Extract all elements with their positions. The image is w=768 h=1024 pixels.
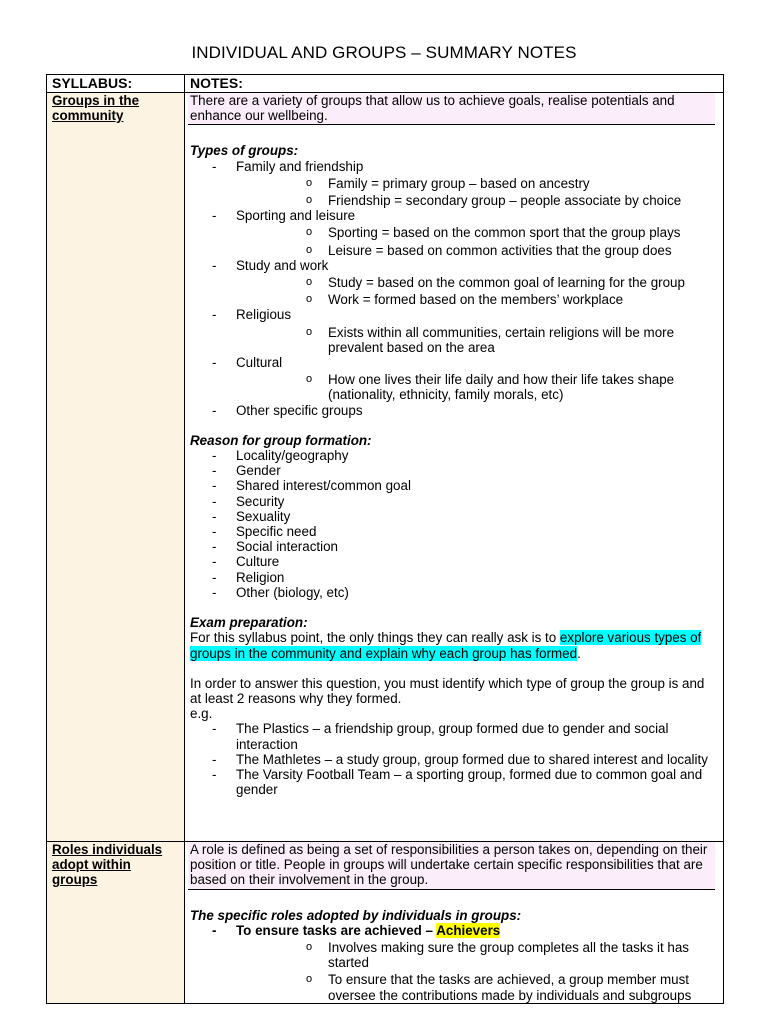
reasons-list [190,448,718,600]
sub-list-item [236,972,718,1002]
list-item-text: Religion [236,569,285,585]
answer-paragraph: In order to answer this question, you must identify which type of group the group is and at least 2 reasons why they formed. [190,675,705,706]
dash-bullet: - [212,751,217,767]
intro-paragraph: A role is defined as being a set of responsibilities a person takes on, depending on their position or title. People in groups will undertake certain specific responsibilities that are based on their involvement in the group. [188,842,715,890]
dash-bullet: - [212,508,217,524]
list-item [190,448,718,463]
list-item-text: The Varsity Football Team – a sporting group, formed due to common goal and gender [236,766,703,798]
dash-bullet: - [212,463,217,479]
sub-item-text: Involves making sure the group completes all the tasks it has started [328,940,689,971]
list-item [190,258,718,308]
dash-bullet: - [212,584,217,600]
syllabus-cell: Groups in the community [47,93,185,842]
circle-bullet: o [306,293,313,306]
list-item [190,923,718,1003]
list-item-text: Cultural [236,355,283,371]
sub-item-text: Study = based on the common goal of learning for the group [328,275,685,291]
list-item-text: Other specific groups [236,402,363,418]
list-item-text: Sexuality [236,508,291,524]
list-item [190,554,718,569]
dash-bullet: - [212,493,217,509]
list-item [190,355,718,403]
intro-paragraph: There are a variety of groups that allow us to achieve goals, realise potentials and enhance our wellbeing. [188,93,715,125]
dash-bullet: - [212,402,217,418]
dash-bullet: - [212,307,217,323]
list-item [190,509,718,524]
exam-text: For this syllabus point, the only things they can really ask is to [190,630,560,646]
circle-bullet: o [306,243,313,256]
sub-list-item [236,292,718,307]
list-item [190,752,718,767]
exam-heading: Exam preparation: [190,615,308,631]
list-item-text: Culture [236,554,280,570]
sub-list-item [236,243,718,258]
sub-list-item [236,275,718,290]
roles-list [190,923,718,1003]
sub-list [236,275,718,307]
eg-label: e.g. [190,706,213,722]
document-title: INDIVIDUAL AND GROUPS – SUMMARY NOTES [191,43,577,62]
sub-list [236,325,718,355]
list-item-text: The Plastics – a friendship group, group formed due to gender and social interaction [236,721,669,752]
dash-bullet: - [212,922,217,938]
roles-heading: The specific roles adopted by individuals in groups: [190,907,522,923]
list-item [190,478,718,493]
dash-bullet: - [212,448,217,464]
table-row [47,842,724,1004]
circle-bullet: o [306,325,313,338]
exam-highlight: explore various types of groups in the community and explain why each group has formed [190,630,702,661]
table-header-row [47,75,724,93]
dash-bullet: - [212,158,217,174]
notes-table [46,74,724,1004]
list-item [190,403,718,418]
sub-item-text: Exists within all communities, certain religions will be more prevalent based on the area [328,324,675,355]
dash-bullet: - [212,478,217,494]
syllabus-header: SYLLABUS: [47,75,185,93]
circle-bullet: o [306,373,313,386]
list-item [190,494,718,509]
list-item-text: Social interaction [236,539,338,555]
list-item [190,307,718,355]
dash-bullet: - [212,257,217,273]
list-item [190,208,718,258]
dash-bullet: - [212,355,217,371]
role-sublist [236,940,718,1003]
role-highlight: Achievers [436,922,501,938]
dash-bullet: - [212,569,217,585]
list-item-text: Study and work [236,257,329,273]
list-item-text: Shared interest/common goal [236,478,411,494]
list-item-text: Gender [236,463,281,479]
list-item-text: Sporting and leisure [236,208,356,224]
list-item-text: The Mathletes – a study group, group formed due to shared interest and locality [236,751,708,767]
sub-list-item [236,372,718,402]
types-list [190,159,718,418]
list-item-text: Locality/geography [236,448,349,464]
list-item [190,159,718,209]
list-item-text: Religious [236,307,292,323]
sub-list [236,225,718,257]
sub-list-item [236,940,718,970]
list-item [190,524,718,539]
sub-item-text: Work = formed based on the members’ workplace [328,292,624,308]
list-item-text: Family and friendship [236,158,364,174]
sub-list-item [236,225,718,240]
exam-end: . [577,645,581,661]
circle-bullet: o [306,941,313,954]
list-item [190,570,718,585]
list-item [190,539,718,554]
dash-bullet: - [212,721,217,737]
dash-bullet: - [212,539,217,555]
notes-cell [185,93,724,842]
sub-list [236,176,718,208]
list-item-text: Specific need [236,524,317,540]
dash-bullet: - [212,524,217,540]
sub-item-text: To ensure that the tasks are achieved, a group member must oversee the contributions made by individuals and subgroups [328,972,692,1003]
circle-bullet: o [306,194,313,207]
dash-bullet: - [212,554,217,570]
table-row [47,93,724,842]
list-item [190,585,718,600]
list-item-text: Other (biology, etc) [236,584,349,600]
dash-bullet: - [212,208,217,224]
role-label: To ensure tasks are achieved – [236,922,437,938]
list-item [190,463,718,478]
notes-header: NOTES: [185,75,724,93]
sub-item-text: Leisure = based on common activities that the group does [328,242,672,258]
sub-item-text: Family = primary group – based on ancestry [328,175,590,191]
sub-item-text: How one lives their life daily and how their life takes shape (nationality, ethnicity, family morals, etc) [328,372,675,403]
circle-bullet: o [306,276,313,289]
circle-bullet: o [306,176,313,189]
exam-paragraph [190,630,718,660]
sub-list-item [236,325,718,355]
circle-bullet: o [306,973,313,986]
reasons-heading: Reason for group formation: [190,432,372,448]
list-item [190,767,718,797]
syllabus-cell: Roles individuals adopt within groups [47,842,185,1004]
examples-list [190,721,718,797]
sub-item-text: Sporting = based on the common sport that the group plays [328,225,681,241]
list-item [190,721,718,751]
sub-item-text: Friendship = secondary group – people associate by choice [328,193,682,209]
sub-list-item [236,176,718,191]
notes-cell [185,842,724,1004]
dash-bullet: - [212,766,217,782]
sub-list-item [236,193,718,208]
circle-bullet: o [306,226,313,239]
list-item-text: Security [236,493,285,509]
sub-list [236,372,718,402]
types-heading: Types of groups: [190,143,299,159]
